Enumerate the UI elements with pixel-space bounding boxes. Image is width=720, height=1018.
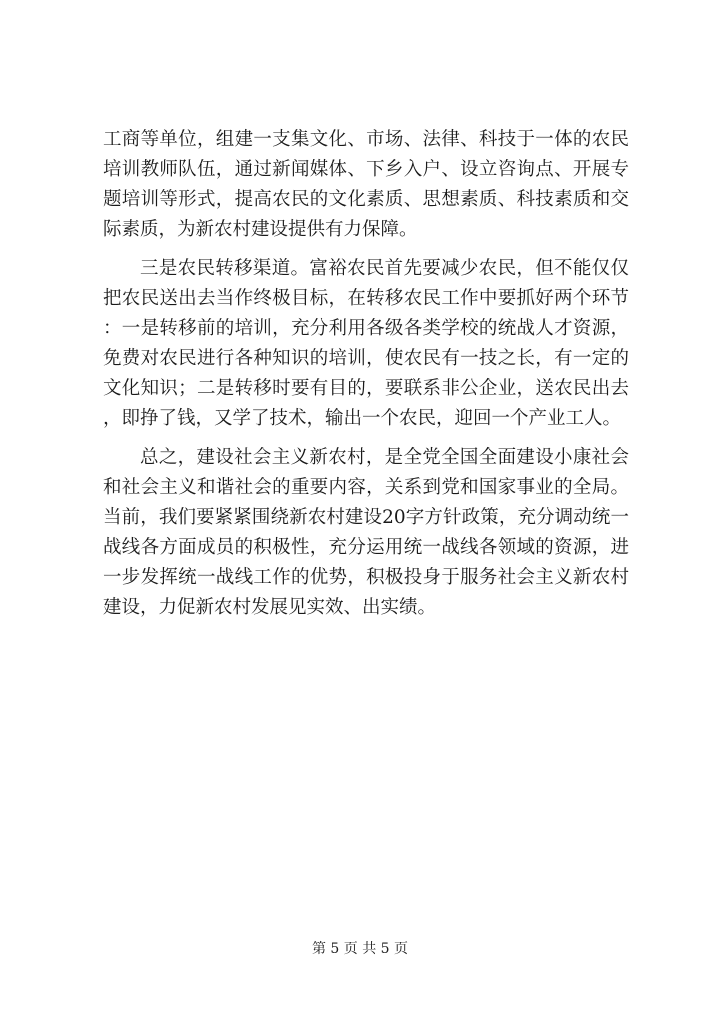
paragraph-conclusion: 总之，建设社会主义新农村，是全党全国全面建设小康社会和社会主义和谐社会的重要内容，关系到党和国家事业的全局。当前，我们要紧紧围绕新农村建设20字方针政策，充分调动统一战线各方面成员的积极性，充分运用统一战线各领域的资源，进一步发挥统一战线工作的优势，积极投身于服务社会主义新农村建设，力促新农村发展见实效、出实绩。	[103, 447, 629, 618]
page-number-footer: 第 5 页 共 5 页	[311, 941, 409, 957]
document-body	[103, 125, 629, 632]
paragraph-continuation: 工商等单位，组建一支集文化、市场、法律、科技于一体的农民培训教师队伍，通过新闻媒体、下乡入户、设立咨询点、开展专题培训等形式，提高农民的文化素质、思想素质、科技素质和交际素质，为新农村建设提供有力保障。	[103, 129, 629, 240]
paragraph-farmer-transfer: 三是农民转移渠道。富裕农民首先要减少农民，但不能仅仅把农民送出去当作终极目标，在转移农民工作中要抓好两个环节：一是转移前的培训，充分利用各级各类学校的统战人才资源，免费对农民进行各种知识的培训，使农民有一技之长，有一定的文化知识；二是转移时要有目的，要联系非公企业，送农民出去，即挣了钱，又学了技术，输出一个农民，迎回一个产业工人。	[103, 258, 629, 429]
